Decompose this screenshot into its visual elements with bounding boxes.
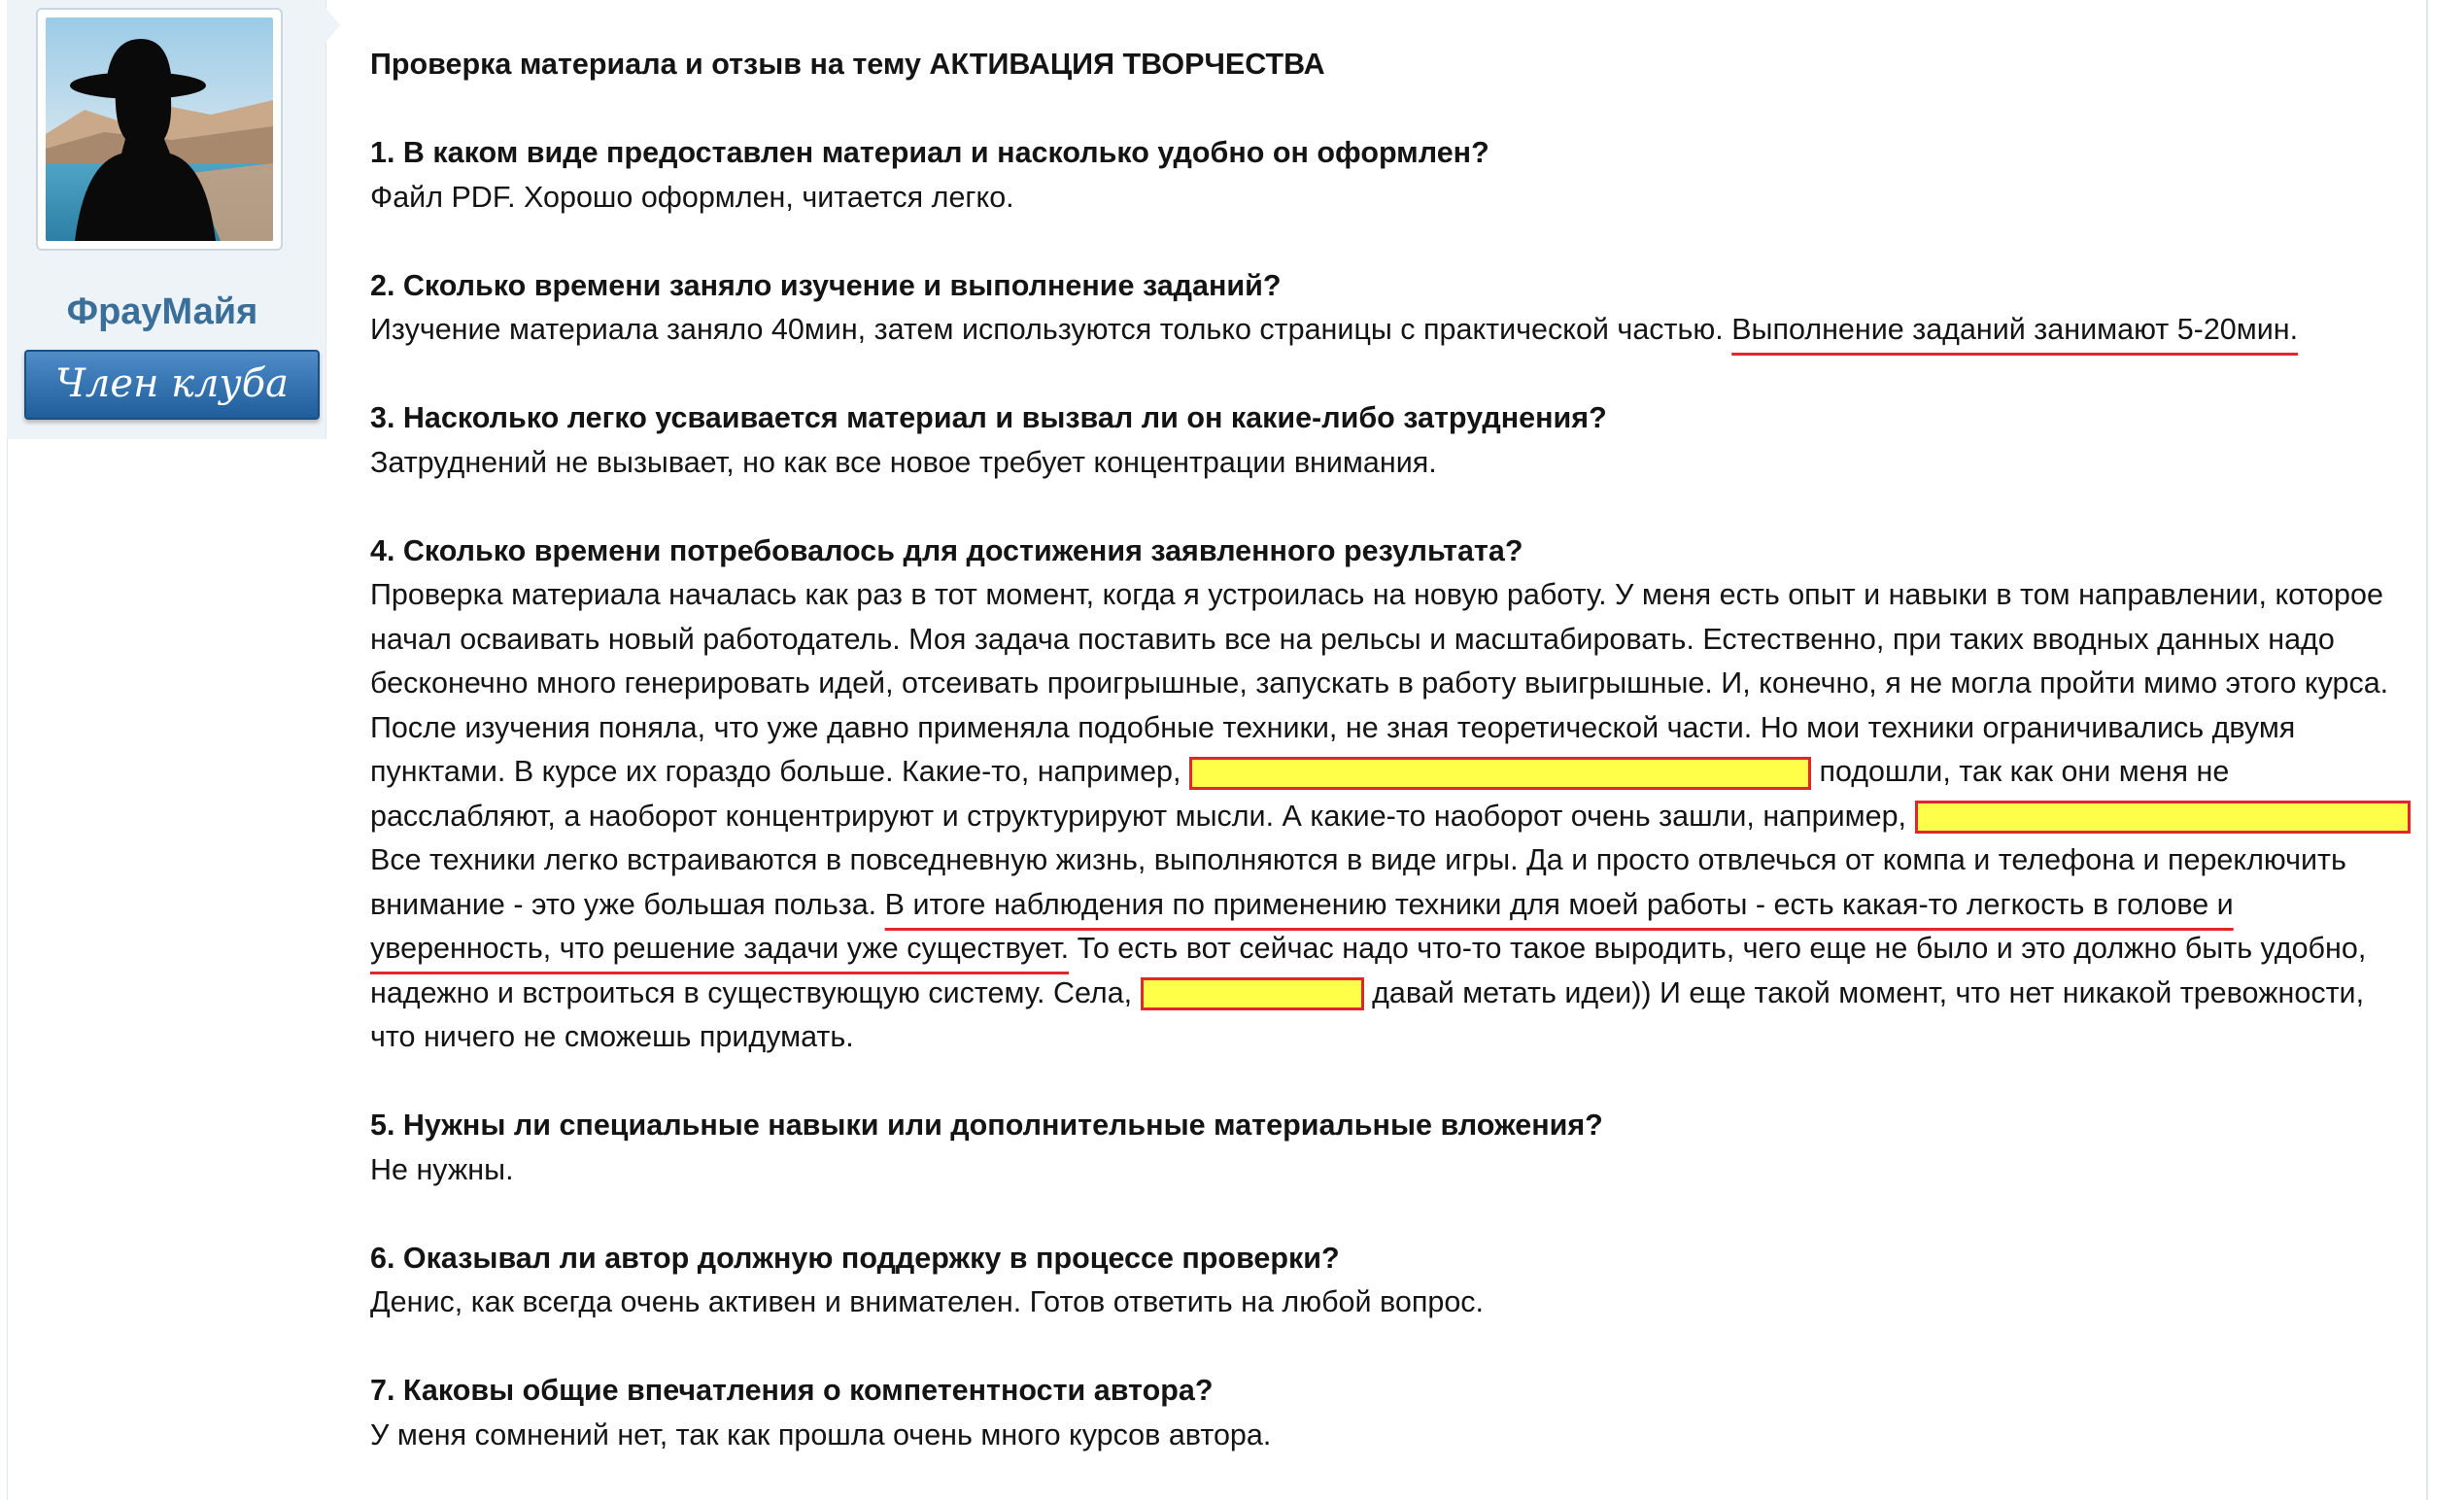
- redacted-highlight-2: [1915, 801, 2411, 834]
- post-border-left: [7, 439, 8, 1500]
- answer-1: Файл PDF. Хорошо оформлен, читается легко.: [370, 180, 1014, 214]
- question-4: 4. Сколько времени потребовалось для достижения заявленного результата?: [370, 533, 1523, 567]
- answer-4-text-3: Все техники легко встраиваются в повседневную жизнь, выполняются в виде игры. Да и просто отвлечься от компа и телефона и переключить внимание - это уже большая польза.: [370, 843, 2346, 921]
- answer-4-text-4: То есть вот сейчас надо что-то такое выродить, чего еще не было и это должно быть удобно, надежно и встроиться в существующую систему. Села,: [370, 932, 2367, 1009]
- qa-block-1: [370, 131, 2411, 220]
- question-3: 3. Насколько легко усваивается материал и вызвал ли он какие-либо затруднения?: [370, 401, 1607, 434]
- answer-2-underlined: Выполнение заданий занимают 5-20мин.: [1731, 313, 2299, 346]
- answer-4-text-2: подошли, так как они меня не расслабляют, а наоборот концентрируют и структурируют мысли. А какие-то наоборот очень зашли, например,: [370, 755, 2230, 833]
- answer-5: Не нужны.: [370, 1152, 514, 1186]
- answer-2-text: Изучение материала заняло 40мин, затем используются только страницы с практической частью.: [370, 313, 1732, 346]
- qa-block-5: [370, 1104, 2411, 1192]
- qa-block-2: [370, 264, 2411, 353]
- silhouette-avatar-icon[interactable]: [46, 17, 273, 241]
- answer-6: Денис, как всегда очень активен и внимателен. Готов ответить на любой вопрос.: [370, 1285, 1485, 1318]
- qa-block-6: [370, 1237, 2411, 1325]
- post-content: [370, 43, 2411, 1502]
- answer-3: Затруднений не вызывает, но как все новое требует концентрации внимания.: [370, 445, 1437, 479]
- answer-2: [370, 308, 2411, 353]
- qa-block-4: [370, 529, 2411, 1060]
- answer-4-underlined: В итоге наблюдения по применению техники для моей работы - есть какая-то легкость в голове и уверенность, что решение задачи уже существует.: [370, 887, 2234, 965]
- sidebar-pointer: [319, 0, 340, 51]
- question-2: 2. Сколько времени заняло изучение и выполнение заданий?: [370, 268, 1282, 302]
- answer-4: [370, 573, 2411, 1060]
- post-title: Проверка материала и отзыв на тему АКТИВАЦИЯ ТВОРЧЕСТВА: [370, 48, 1325, 81]
- qa-block-7: [370, 1369, 2411, 1457]
- question-1: 1. В каком виде предоставлен материал и насколько удобно он оформлен?: [370, 136, 1489, 169]
- user-sidebar: [7, 0, 326, 439]
- answer-4-text-1: Проверка материала началась как раз в тот момент, когда я устроилась на новую работу. У меня есть опыт и навыки в том направлении, которое начал осваивать новый работодатель. Моя задача поставить все на рельсы и масштабировать. Естественно, при таких вводных данных надо бесконечно много генерировать идей, отсеивать проигрышные, запускать в работу выигрышные. И, конечно, я не могла пройти мимо этого курса. После изучения поняла, что уже давно применяла подобные техники, не зная теоретической части. Но мои техники ограничивались двумя пунктами. В курсе их гораздо больше. Какие-то, например,: [370, 578, 2389, 788]
- answer-4-text-5: давай метать идеи)) И еще такой момент, что нет никакой тревожности, что ничего не сможешь придумать.: [370, 975, 2365, 1053]
- avatar-frame[interactable]: [36, 8, 283, 251]
- qa-block-3: [370, 396, 2411, 485]
- redacted-highlight-1: [1189, 757, 1811, 790]
- redacted-highlight-3: [1141, 977, 1364, 1010]
- answer-7: У меня сомнений нет, так как прошла очень много курсов автора.: [370, 1417, 1272, 1451]
- question-7: 7. Каковы общие впечатления о компетентности автора?: [370, 1374, 1214, 1407]
- post-border-right: [2426, 0, 2428, 1500]
- username-link[interactable]: ФрауМайя: [66, 291, 258, 332]
- member-rank-badge: Член клуба: [24, 350, 320, 420]
- question-6: 6. Оказывал ли автор должную поддержку в процессе проверки?: [370, 1241, 1340, 1275]
- question-5: 5. Нужны ли специальные навыки или дополнительные материальные вложения?: [370, 1109, 1603, 1142]
